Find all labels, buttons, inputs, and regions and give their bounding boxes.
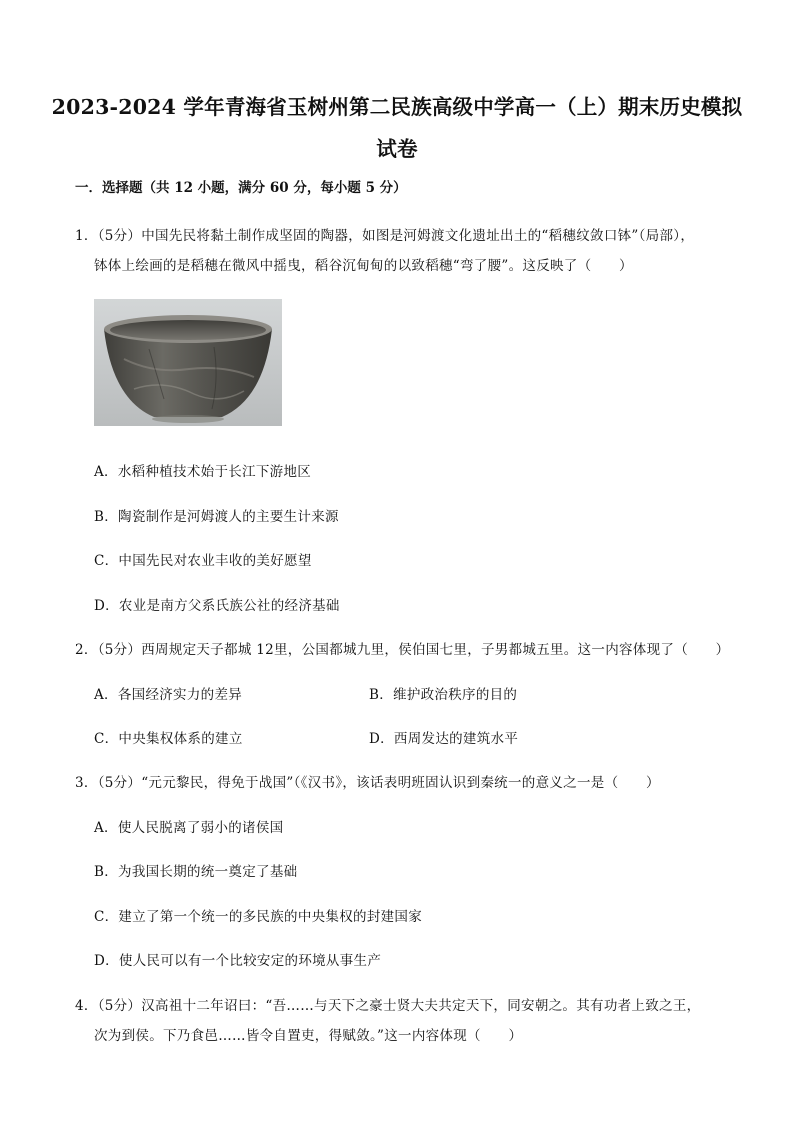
question-1-option-b: B．陶瓷制作是河姆渡人的主要生计来源: [94, 509, 339, 525]
question-4-stem-line-1: 4．（5分）汉高祖十二年诏曰：“吾……与天下之豪士贤大夫共定天下，同安朝之。其有功者上致之王，: [75, 998, 701, 1014]
question-1-option-d: D．农业是南方父系氏族公社的经济基础: [94, 598, 340, 614]
question-2-stem: 2．（5分）西周规定天子都城 12里，公国都城九里，侯伯国七里，子男都城五里。这一内容体现了（ ）: [75, 642, 730, 658]
question-2-option-d: D．西周发达的建筑水平: [369, 731, 519, 747]
question-1-stem-line-1: 1．（5分）中国先民将黏土制作成坚固的陶器，如图是河姆渡文化遗址出土的“稻穗纹敛口钵”（局部），: [75, 228, 695, 244]
section-heading: 一．选择题（共 12 小题，满分 60 分，每小题 5 分）: [75, 180, 407, 196]
question-3-option-d: D．使人民可以有一个比较安定的环境从事生产: [94, 953, 382, 969]
question-1-option-c: C．中国先民对农业丰收的美好愿望: [94, 553, 312, 569]
question-3-stem: 3．（5分）“元元黎民，得免于战国”（《汉书》，该话表明班固认识到秦统一的意义之一是（ ）: [75, 775, 660, 791]
question-2-option-b: B．维护政治秩序的目的: [369, 687, 518, 703]
question-2-option-c: C．中央集权体系的建立: [94, 731, 243, 747]
exam-title: [40, 86, 754, 170]
pottery-bowl-icon: [94, 299, 282, 426]
question-4-stem-line-2: 次为到侯。下乃食邑……皆令自置吏，得赋敛。”这一内容体现（ ）: [94, 1028, 523, 1044]
question-3-option-a: A．使人民脱离了弱小的诸侯国: [94, 820, 284, 836]
question-1-option-a: A．水稻种植技术始于长江下游地区: [94, 464, 312, 480]
pottery-bowl-photo: [94, 299, 282, 426]
title-line-2: 试卷: [376, 137, 418, 161]
question-2-option-a: A．各国经济实力的差异: [94, 687, 243, 703]
question-1-stem-line-2: 钵体上绘画的是稻穗在微风中摇曳，稻谷沉甸甸的以致稻穗“弯了腰”。这反映了（ ）: [94, 258, 633, 274]
question-3-option-c: C．建立了第一个统一的多民族的中央集权的封建国家: [94, 909, 423, 925]
question-3-option-b: B．为我国长期的统一奠定了基础: [94, 864, 298, 880]
title-line-1: 2023-2024 学年青海省玉树州第二民族高级中学高一（上）期末历史模拟: [51, 95, 743, 119]
